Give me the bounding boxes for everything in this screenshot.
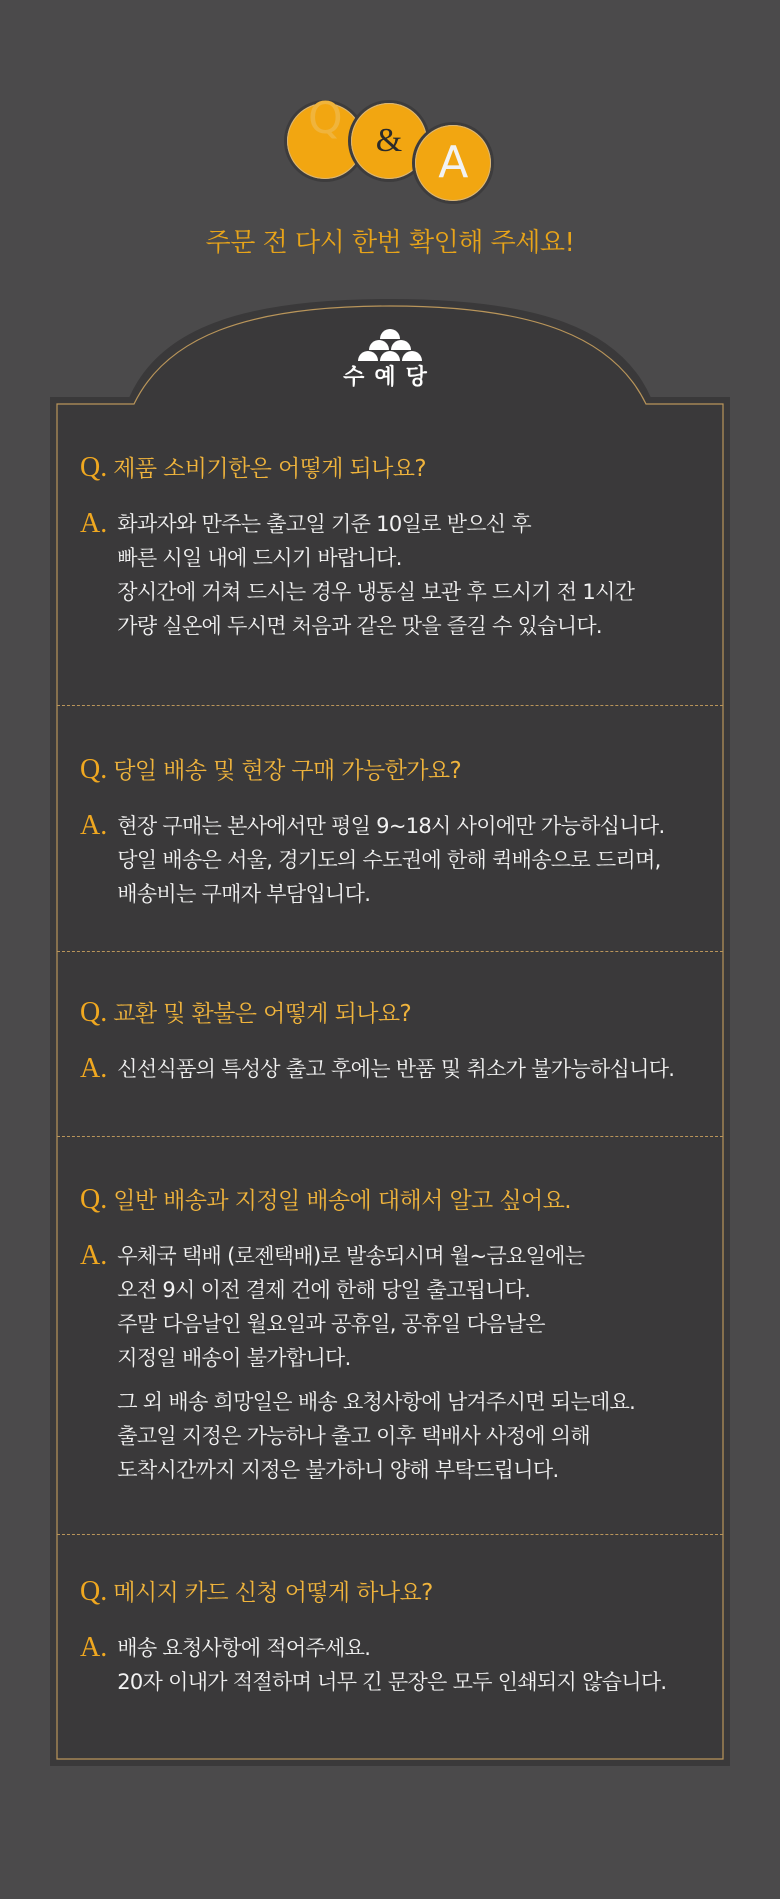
answer-line: 오전 9시 이전 결제 건에 한해 당일 출고됩니다. — [117, 1278, 531, 1302]
faq-answer-1 — [80, 507, 720, 643]
faq-answer-4 — [80, 1239, 720, 1487]
brand-name: 수예당 — [343, 365, 437, 390]
faq-answer-2 — [80, 809, 720, 911]
answer-line: 화과자와 만주는 출고일 기준 10일로 받으신 후 — [117, 512, 531, 536]
answer-line: 장시간에 거쳐 드시는 경우 냉동실 보관 후 드시기 전 1시간 — [117, 580, 635, 604]
answer-mark: A. — [80, 1053, 108, 1084]
answer-line: 20자 이내가 적절하며 너무 긴 문장은 모두 인쇄되지 않습니다. — [117, 1670, 667, 1694]
answer-line: 출고일 지정은 가능하나 출고 이후 택배사 사정에 의해 — [117, 1424, 590, 1448]
answer-line: 배송 요청사항에 적어주세요. — [117, 1636, 371, 1660]
answer-line: 빠른 시일 내에 드시기 바랍니다. — [117, 546, 402, 570]
question-text: 교환 및 환불은 어떻게 되나요? — [113, 1001, 412, 1027]
question-text: 당일 배송 및 현장 구매 가능한가요? — [113, 758, 462, 784]
faq-item-3 — [80, 997, 720, 1086]
faq-question-4 — [80, 1184, 720, 1217]
question-text: 메시지 카드 신청 어떻게 하나요? — [113, 1580, 433, 1606]
question-mark: Q. — [80, 1184, 108, 1215]
faq-question-3 — [80, 997, 720, 1030]
faq-question-5 — [80, 1576, 720, 1609]
divider — [57, 705, 723, 706]
answer-line: 가량 실온에 두시면 처음과 같은 맛을 즐길 수 있습니다. — [117, 614, 602, 638]
badge-ampersand: & — [351, 103, 427, 179]
badge-a: A — [415, 125, 491, 201]
answer-line: 배송비는 구매자 부담입니다. — [117, 882, 371, 906]
divider — [57, 1136, 723, 1137]
answer-line: 우체국 택배 (로젠택배)로 발송되시며 월~금요일에는 — [117, 1244, 585, 1268]
answer-line: 현장 구매는 본사에서만 평일 9~18시 사이에만 가능하십니다. — [117, 814, 665, 838]
question-mark: Q. — [80, 997, 108, 1028]
faq-item-2 — [80, 754, 720, 911]
page-subtitle: 주문 전 다시 한번 확인해 주세요! — [205, 228, 575, 258]
faq-question-1 — [80, 452, 720, 485]
question-mark: Q. — [80, 754, 108, 785]
answer-line: 신선식품의 특성상 출고 후에는 반품 및 취소가 불가능하십니다. — [117, 1057, 675, 1081]
answer-line: 주말 다음날인 월요일과 공휴일, 공휴일 다음날은 — [117, 1312, 545, 1336]
faq-question-2 — [80, 754, 720, 787]
question-text: 제품 소비기한은 어떻게 되나요? — [113, 456, 427, 482]
divider — [57, 951, 723, 952]
faq-item-4 — [80, 1184, 720, 1487]
badge-q: Q — [287, 103, 363, 179]
faq-item-1 — [80, 452, 720, 643]
answer-mark: A. — [80, 508, 108, 539]
question-mark: Q. — [80, 1576, 108, 1607]
answer-mark: A. — [80, 1632, 108, 1663]
faq-answer-3 — [80, 1052, 720, 1086]
faq-item-5 — [80, 1576, 720, 1699]
answer-line: 당일 배송은 서울, 경기도의 수도권에 한해 퀵배송으로 드리며, — [117, 848, 661, 872]
answer-line: 그 외 배송 희망일은 배송 요청사항에 남겨주시면 되는데요. — [117, 1390, 636, 1414]
answer-line: 지정일 배송이 불가합니다. — [117, 1346, 351, 1370]
answer-mark: A. — [80, 810, 108, 841]
answer-line: 도착시간까지 지정은 불가하니 양해 부탁드립니다. — [117, 1458, 559, 1482]
faq-answer-5 — [80, 1631, 720, 1699]
question-text: 일반 배송과 지정일 배송에 대해서 알고 싶어요. — [113, 1188, 571, 1214]
answer-mark: A. — [80, 1240, 108, 1271]
question-mark: Q. — [80, 452, 108, 483]
divider — [57, 1534, 723, 1535]
